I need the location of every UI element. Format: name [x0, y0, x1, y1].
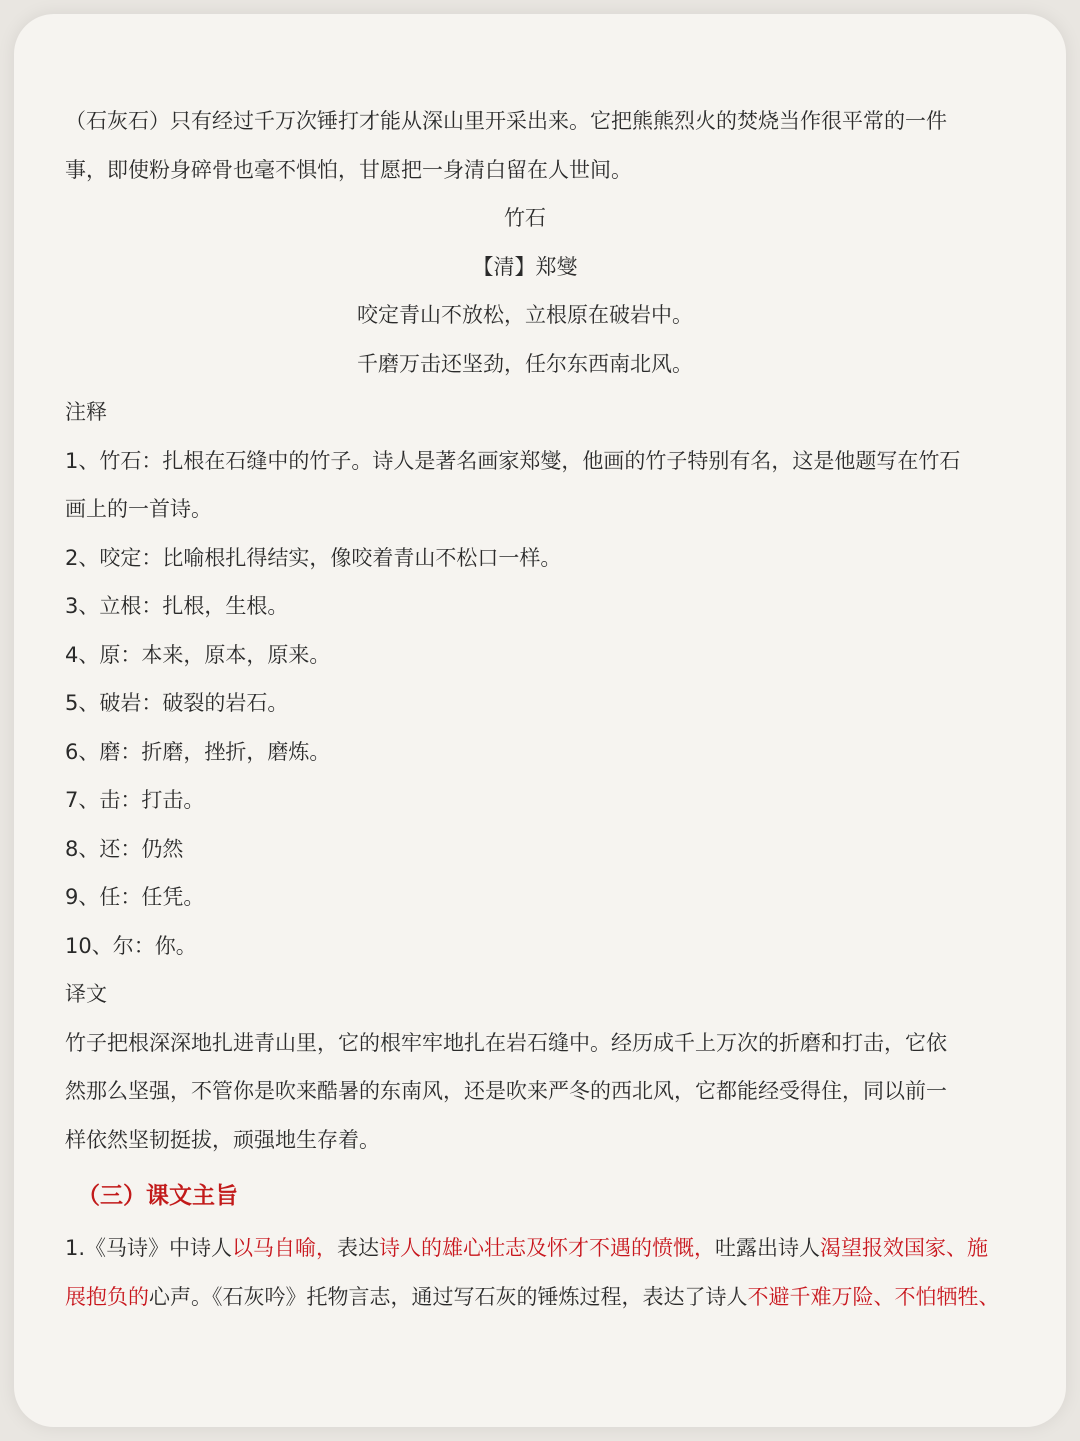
theme-highlight: 渴望报效国家、施 [820, 1236, 989, 1260]
theme-heading: （三）课文主旨 [77, 1183, 238, 1209]
theme-text: 吐露出诗人 [715, 1236, 821, 1260]
poem-author: 【清】郑燮 [472, 254, 578, 279]
note-item: 8、还：仍然 [65, 836, 184, 861]
note-item: 7、击：打击。 [65, 788, 205, 812]
note-item: 6、磨：折磨，挫折，磨炼。 [65, 739, 331, 764]
translation-line: 然那么坚强，不管你是吹来酷暑的东南风，还是吹来严冬的西北风，它都能经受得住，同以前一 [65, 1079, 947, 1103]
note-item: 5、破岩：破裂的岩石。 [65, 691, 289, 715]
note-item: 画上的一首诗。 [65, 497, 212, 521]
theme-paragraph-line-1 [65, 1224, 1035, 1273]
poem-title: 竹石 [504, 206, 546, 230]
theme-highlight: 展抱负的 [65, 1284, 149, 1309]
note-item: 3、立根：扎根，生根。 [65, 594, 289, 618]
theme-paragraph-line-2 [65, 1273, 1035, 1322]
note-item: 2、咬定：比喻根扎得结实，像咬着青山不松口一样。 [65, 545, 562, 570]
poem-verse-2: 千磨万击还坚劲，任尔东西南北风。 [357, 351, 693, 376]
notes-heading: 注释 [65, 400, 107, 424]
poem-verse-1: 咬定青山不放松，立根原在破岩中。 [357, 303, 693, 327]
note-item: 9、任：任凭。 [65, 885, 205, 909]
note-item: 1、竹石：扎根在石缝中的竹子。诗人是著名画家郑燮，他画的竹子特别有名，这是他题写在竹石 [65, 448, 961, 473]
theme-highlight: 诗人的雄心壮志及怀才不遇的愤慨， [379, 1236, 716, 1260]
document-page [14, 14, 1066, 1427]
intro-line-1: （石灰石）只有经过千万次锤打才能从深山里开采出来。它把熊熊烈火的焚烧当作很平常的一件 [65, 109, 947, 133]
translation-line: 竹子把根深深地扎进青山里，它的根牢牢地扎在岩石缝中。经历成千上万次的折磨和打击，它依 [65, 1030, 947, 1055]
theme-highlight: 不避千难万险、不怕牺牲、 [747, 1284, 1000, 1309]
note-item: 4、原：本来，原本，原来。 [65, 642, 331, 667]
theme-text: 表达 [337, 1236, 380, 1260]
translation-line: 样依然坚韧挺拔，顽强地生存着。 [65, 1127, 380, 1152]
note-item: 10、尔：你。 [65, 933, 197, 958]
document-content [65, 97, 1035, 1321]
translation-heading: 译文 [65, 982, 107, 1006]
theme-text: 心声。《石灰吟》托物言志，通过写石灰的锤炼过程，表达了诗人 [149, 1284, 748, 1309]
theme-text: 1.《马诗》中诗人 [65, 1236, 233, 1260]
intro-line-2: 事，即使粉身碎骨也毫不惧怕，甘愿把一身清白留在人世间。 [65, 157, 632, 182]
theme-highlight: 以马自喻， [232, 1236, 338, 1260]
